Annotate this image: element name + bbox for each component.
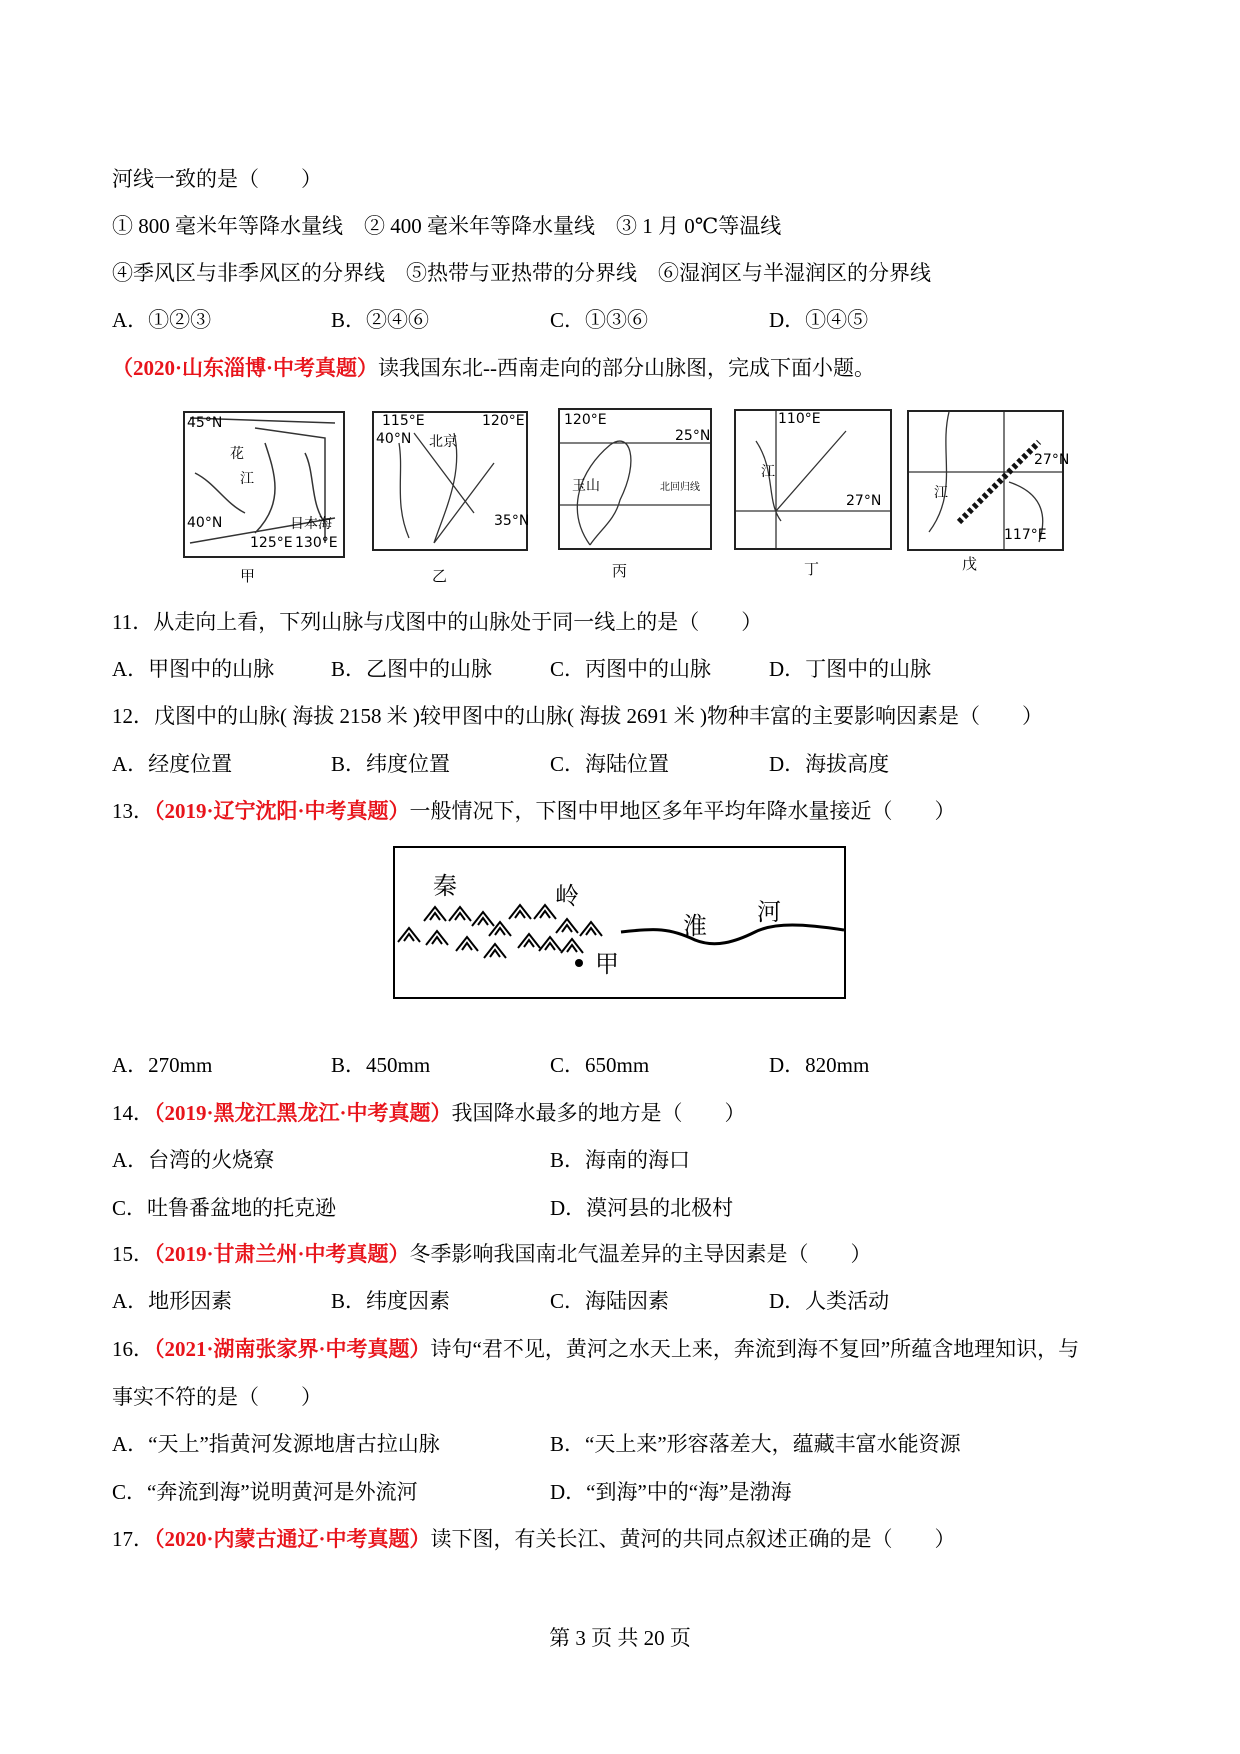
intro-text: 读我国东北--西南走向的部分山脉图，完成下面小题。	[378, 356, 875, 380]
mountain-icon	[561, 939, 583, 953]
q14-option-b[interactable]: B．海南的海口	[550, 1148, 691, 1172]
statement-list-1: ① 800 毫米年等降水量线 ② 400 毫米年等降水量线 ③ 1 月 0℃等温线	[112, 214, 782, 238]
q11-option-d[interactable]: D．丁图中的山脉	[769, 657, 932, 681]
source-tag: （2019·辽宁沈阳·中考真题）	[154, 799, 410, 823]
q15-option-d[interactable]: D．人类活动	[769, 1289, 890, 1313]
source-tag: （2020·内蒙古通辽·中考真题）	[154, 1527, 431, 1551]
map-caption: 甲	[240, 569, 256, 585]
q17-stem: 17．（2020·内蒙古通辽·中考真题）读下图，有关长江、黄河的共同点叙述正确的是（ ）	[112, 1527, 956, 1551]
q11-option-c[interactable]: C．丙图中的山脉	[550, 657, 712, 681]
q12-option-c[interactable]: C．海陆位置	[550, 752, 670, 776]
map-caption: 丙	[612, 564, 628, 580]
q15-stem: 15．（2019·甘肃兰州·中考真题）冬季影响我国南北气温差异的主导因素是（ ）	[112, 1242, 872, 1266]
mountain-icon	[449, 907, 471, 921]
map-ding-drawing	[736, 411, 890, 548]
q14-option-a[interactable]: A．台湾的火烧寮	[112, 1148, 275, 1172]
q12-option-a[interactable]: A．经度位置	[112, 752, 233, 776]
map-ding: 110°E 27°N 江	[734, 409, 892, 550]
option-a[interactable]: A．①②③	[112, 308, 212, 332]
q11-option-a[interactable]: A．甲图中的山脉	[112, 657, 275, 681]
option-b[interactable]: B．②④⑥	[331, 308, 430, 332]
mountain-icon	[518, 934, 540, 948]
mountain-icon	[556, 919, 578, 933]
mountain-icon	[534, 905, 556, 919]
source-tag: （2020·山东淄博·中考真题）	[112, 356, 379, 380]
page-footer: 第 3 页 共 20 页	[549, 1626, 691, 1650]
q13-option-d[interactable]: D．820mm	[769, 1053, 870, 1077]
mountain-icon	[456, 937, 478, 951]
mountain-icon	[509, 905, 531, 919]
q15-option-b[interactable]: B．纬度因素	[331, 1289, 451, 1313]
q14-option-c[interactable]: C．吐鲁番盆地的托克逊	[112, 1196, 337, 1220]
q14-option-d[interactable]: D．漠河县的北极村	[550, 1196, 734, 1220]
map-caption: 丁	[804, 562, 820, 578]
mountain-icon	[472, 912, 494, 926]
huaihe-river	[621, 925, 844, 944]
source-tag: （2019·甘肃兰州·中考真题）	[154, 1242, 410, 1266]
q13-stem: 13．（2019·辽宁沈阳·中考真题）一般情况下，下图中甲地区多年平均年降水量接近（ ）	[112, 799, 956, 823]
group-intro	[112, 355, 875, 381]
mountain-icon	[426, 931, 448, 945]
q12-option-d[interactable]: D．海拔高度	[769, 752, 890, 776]
jia-point	[575, 959, 583, 967]
map-yi: 115°E 120°E 40°N 北京 35°N	[372, 411, 528, 551]
map-wu: 27°N 117°E 江	[907, 410, 1064, 551]
map-bing: 120°E 25°N 玉山 北回归线	[558, 408, 712, 550]
mountain-icon	[539, 937, 561, 951]
q16-option-a[interactable]: A．“天上”指黄河发源地唐古拉山脉	[112, 1432, 440, 1456]
q11-option-b[interactable]: B．乙图中的山脉	[331, 657, 493, 681]
q13-option-c[interactable]: C．650mm	[550, 1053, 650, 1077]
q16-option-d[interactable]: D．“到海”中的“海”是渤海	[550, 1480, 792, 1504]
source-tag: （2019·黑龙江黑龙江·中考真题）	[154, 1101, 452, 1125]
q16-option-c[interactable]: C．“奔流到海”说明黄河是外流河	[112, 1480, 418, 1504]
q11-stem: 11．从走向上看，下列山脉与戊图中的山脉处于同一线上的是（ ）	[112, 610, 763, 634]
q12-option-b[interactable]: B．纬度位置	[331, 752, 451, 776]
option-c[interactable]: C．①③⑥	[550, 308, 649, 332]
mountain-icon	[580, 922, 602, 936]
question-stem-continuation: 河线一致的是（ ）	[112, 167, 322, 191]
source-tag: （2021·湖南张家界·中考真题）	[154, 1337, 431, 1361]
mountain-icon	[424, 907, 446, 921]
map-caption: 乙	[432, 569, 448, 585]
mountain-icon	[484, 944, 506, 958]
q16-stem: 16．（2021·湖南张家界·中考真题）诗句“君不见，黄河之水天上来，奔流到海不复回”所蕴含地理知识，与	[112, 1337, 1080, 1361]
q15-option-a[interactable]: A．地形因素	[112, 1289, 233, 1313]
q13-option-a[interactable]: A．270mm	[112, 1053, 213, 1077]
option-d[interactable]: D．①④⑤	[769, 308, 869, 332]
q16-option-b[interactable]: B．“天上来”形容落差大，蕴藏丰富水能资源	[550, 1432, 961, 1456]
q15-option-c[interactable]: C．海陆因素	[550, 1289, 670, 1313]
qinling-huaihe-figure: 秦 岭 淮 河 甲	[393, 846, 846, 999]
mountain-icon	[398, 928, 420, 942]
q12-stem: 12．戊图中的山脉( 海拔 2158 米 )较甲图中的山脉( 海拔 2691 米 )物种丰富的主要影响因素是（ ）	[112, 704, 1043, 728]
map-caption: 戊	[962, 557, 978, 573]
q13-option-b[interactable]: B．450mm	[331, 1053, 431, 1077]
statement-list-2: ④季风区与非季风区的分界线 ⑤热带与亚热带的分界线 ⑥湿润区与半湿润区的分界线	[112, 261, 931, 285]
q16-stem-continuation: 事实不符的是（ ）	[112, 1385, 322, 1409]
q14-stem: 14．（2019·黑龙江黑龙江·中考真题）我国降水最多的地方是（ ）	[112, 1101, 746, 1125]
map-jia: 45°N 花 江 40°N 125°E 130°E 日本海	[183, 411, 345, 558]
